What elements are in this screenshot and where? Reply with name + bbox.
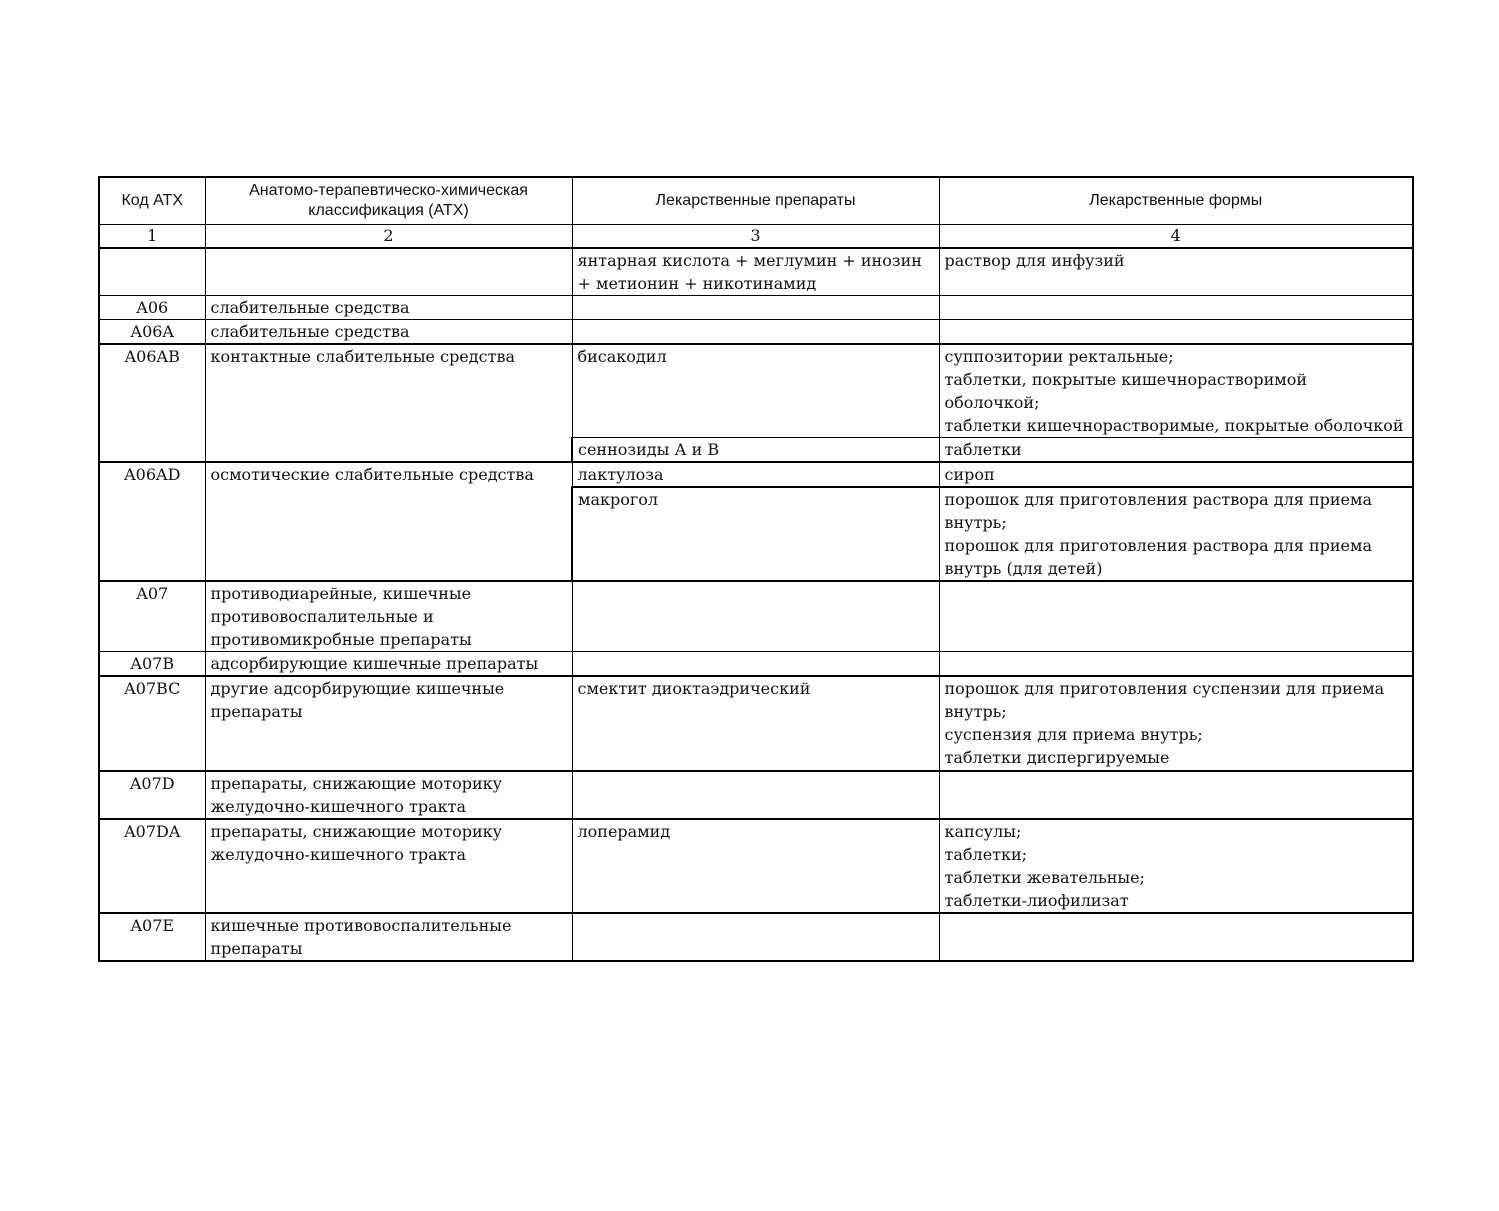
drug-cell (572, 320, 939, 345)
table-row (99, 652, 1413, 677)
dosage-form-cell (939, 676, 1413, 771)
dosage-form-line: таблетки, покрытые кишечнорастворимой оболочкой; (944, 370, 1308, 412)
dosage-form-cell (939, 771, 1413, 819)
drug-cell (572, 296, 939, 320)
dosage-form-line: таблетки диспергируемые (944, 748, 1170, 767)
table-header-row (99, 177, 1413, 225)
header-atc-classification-line1: Анатомо-терапевтическо-химическая (249, 182, 528, 199)
atc-code-cell: A07 (99, 581, 205, 652)
table-row (99, 819, 1413, 913)
atc-name-cell (205, 771, 572, 819)
atc-code-cell: A07E (99, 913, 205, 961)
dosage-form-cell (939, 819, 1413, 913)
column-number: 4 (939, 225, 1413, 249)
dosage-form-line: внутрь (для детей) (944, 559, 1103, 578)
drug-cell (572, 581, 939, 652)
dosage-form-line: порошок для приготовления раствора для приема (944, 536, 1372, 555)
atc-name-line: желудочно-кишечного тракта (210, 845, 467, 864)
drug-cell: сеннозиды А и В (572, 438, 939, 463)
drug-cell: бисакодил (572, 344, 939, 438)
atc-name-cell (205, 819, 572, 913)
atc-code-cell: A07D (99, 771, 205, 819)
atc-name-cell (205, 248, 572, 296)
atc-drug-table (98, 176, 1414, 962)
drug-cell: макрогол (572, 487, 939, 581)
dosage-form-line: внутрь; (944, 702, 1007, 721)
dosage-form-line: суппозитории ректальные; (944, 347, 1174, 366)
column-number: 2 (205, 225, 572, 249)
drug-line: янтарная кислота + меглумин + инозин (577, 251, 922, 270)
drug-cell (572, 248, 939, 296)
atc-name-cell: слабительные средства (205, 296, 572, 320)
table-row (99, 771, 1413, 819)
atc-name-line: противодиарейные, кишечные (210, 584, 472, 603)
header-atc-classification-line2: классификация (АТХ) (308, 202, 469, 219)
drug-cell (572, 652, 939, 677)
atc-name-cell: адсорбирующие кишечные препараты (205, 652, 572, 677)
table-row (99, 320, 1413, 345)
atc-name-line: препараты (210, 939, 303, 958)
atc-name-line: кишечные противовоспалительные (210, 916, 512, 935)
dosage-form-cell: сироп (939, 462, 1413, 487)
atc-name-line: другие адсорбирующие кишечные (210, 679, 505, 698)
column-number: 1 (99, 225, 205, 249)
table-row (99, 344, 1413, 438)
atc-name-cell (205, 581, 572, 652)
dosage-form-line: суспензия для приема внутрь; (944, 725, 1203, 744)
atc-name-cell (205, 913, 572, 961)
table-row (99, 676, 1413, 771)
header-drugs: Лекарственные препараты (572, 177, 939, 225)
atc-code-cell: A06AD (99, 462, 205, 581)
dosage-form-line: таблетки; (944, 845, 1028, 864)
table-row (99, 296, 1413, 320)
dosage-form-cell: таблетки (939, 438, 1413, 463)
dosage-form-line: таблетки жевательные; (944, 868, 1145, 887)
dosage-form-line: капсулы; (944, 822, 1022, 841)
dosage-form-line: таблетки кишечнорастворимые, покрытые оболочкой (944, 416, 1404, 435)
dosage-form-line: внутрь; (944, 513, 1007, 532)
dosage-form-cell: раствор для инфузий (939, 248, 1413, 296)
drug-cell: смектит диоктаэдрический (572, 676, 939, 771)
header-dosage-forms: Лекарственные формы (939, 177, 1413, 225)
table-row (99, 248, 1413, 296)
atc-code-cell: A07BC (99, 676, 205, 771)
dosage-form-cell (939, 344, 1413, 438)
column-number: 3 (572, 225, 939, 249)
dosage-form-cell (939, 320, 1413, 345)
atc-code-cell: A07DA (99, 819, 205, 913)
table-row (99, 913, 1413, 961)
atc-name-line: препараты (210, 702, 303, 721)
dosage-form-cell (939, 913, 1413, 961)
dosage-form-line: таблетки-лиофилизат (944, 891, 1129, 910)
atc-code-cell: A06 (99, 296, 205, 320)
header-atc-code: Код АТХ (99, 177, 205, 225)
dosage-form-cell (939, 487, 1413, 581)
atc-name-line: противовоспалительные и (210, 607, 434, 626)
atc-name-cell: осмотические слабительные средства (205, 462, 572, 581)
drug-cell (572, 913, 939, 961)
atc-name-cell (205, 676, 572, 771)
atc-name-line: желудочно-кишечного тракта (210, 797, 467, 816)
atc-name-line: препараты, снижающие моторику (210, 822, 503, 841)
drug-cell: лактулоза (572, 462, 939, 487)
dosage-form-cell (939, 652, 1413, 677)
table-row (99, 581, 1413, 652)
atc-name-line: препараты, снижающие моторику (210, 774, 503, 793)
drug-line: + метионин + никотинамид (577, 274, 817, 293)
dosage-form-line: порошок для приготовления раствора для приема (944, 490, 1372, 509)
table-row (99, 462, 1413, 487)
atc-name-cell: контактные слабительные средства (205, 344, 572, 462)
atc-name-cell: слабительные средства (205, 320, 572, 345)
atc-code-cell: A06A (99, 320, 205, 345)
dosage-form-cell (939, 296, 1413, 320)
column-number-row (99, 225, 1413, 249)
atc-code-cell: A07B (99, 652, 205, 677)
atc-name-line: противомикробные препараты (210, 630, 472, 649)
dosage-form-line: порошок для приготовления суспензии для приема (944, 679, 1385, 698)
drug-cell: лоперамид (572, 819, 939, 913)
dosage-form-cell (939, 581, 1413, 652)
atc-code-cell (99, 248, 205, 296)
header-atc-classification (205, 177, 572, 225)
atc-code-cell: A06AB (99, 344, 205, 462)
drug-cell (572, 771, 939, 819)
